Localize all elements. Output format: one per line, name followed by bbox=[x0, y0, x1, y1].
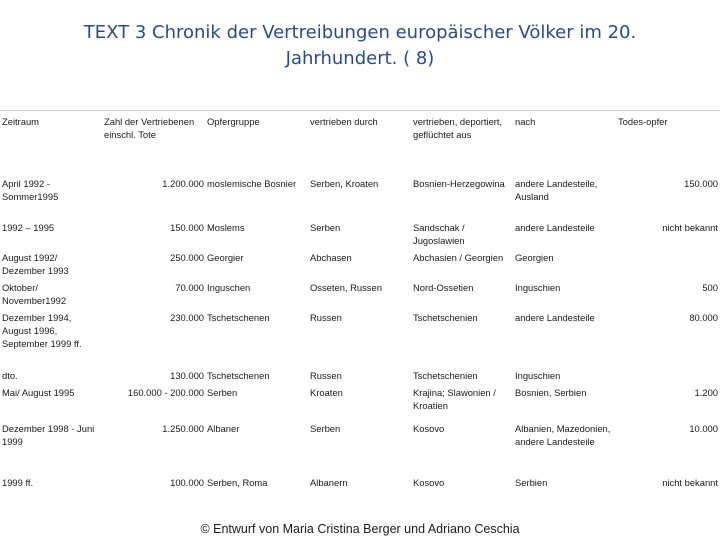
header-group: Opfergruppe bbox=[205, 111, 308, 174]
cell-deaths: 500 bbox=[702, 282, 718, 293]
cell-deaths: 80.000 bbox=[689, 312, 718, 323]
header-from: vertrieben, deportiert, geflüchtet aus bbox=[411, 111, 513, 174]
cell-by: Serben bbox=[310, 222, 341, 233]
cell-by: Russen bbox=[310, 370, 342, 381]
cell-group: Albaner bbox=[207, 423, 240, 434]
title-line-2: Jahrhundert. ( 8) bbox=[285, 48, 435, 69]
cell-to: Inguschien bbox=[515, 370, 561, 381]
cell-period: Dezember 1998 - Juni 1999 bbox=[2, 423, 95, 447]
cell-by: Albanern bbox=[310, 477, 348, 488]
cell-period: 1999 ff. bbox=[2, 477, 34, 488]
cell-by: Osseten, Russen bbox=[310, 282, 382, 293]
cell-to: andere Landesteile, Ausland bbox=[515, 178, 598, 202]
cell-from: Nord-Ossetien bbox=[413, 282, 474, 293]
header-to: nach bbox=[513, 111, 616, 174]
cell-deaths bbox=[616, 247, 720, 277]
header-count: Zahl der Vertriebenen einschl. Tote bbox=[102, 111, 205, 174]
cell-count: 250.000 bbox=[170, 252, 204, 263]
cell-from: Bosnien-Herzegowina bbox=[413, 178, 505, 189]
cell-count: 1.200.000 bbox=[162, 178, 204, 189]
cell-count: 160.000 - 200.000 bbox=[127, 387, 204, 398]
cell-period: dto. bbox=[2, 370, 18, 381]
cell-period: Oktober/ November1992 bbox=[2, 282, 67, 306]
header-period: Zeitraum bbox=[0, 111, 102, 174]
cell-count: 100.000 bbox=[170, 477, 204, 488]
cell-to: Georgien bbox=[515, 252, 554, 263]
cell-count: 130.000 bbox=[170, 370, 204, 381]
cell-period: Dezember 1994, August 1996, September 1999 ff. bbox=[2, 312, 82, 349]
title-line-1: TEXT 3 Chronik der Vertreibungen europäischer Völker im 20. bbox=[83, 22, 637, 43]
table-row bbox=[0, 277, 720, 307]
cell-to: Albanien, Mazedonien, andere Landesteile bbox=[515, 423, 611, 447]
cell-period: August 1992/ Dezember 1993 bbox=[2, 252, 69, 276]
header-by: vertrieben durch bbox=[308, 111, 411, 174]
cell-group: Tschetschenen bbox=[207, 312, 270, 323]
table-row bbox=[0, 307, 720, 365]
table-row bbox=[0, 217, 720, 247]
cell-group: Inguschen bbox=[207, 282, 251, 293]
table-row bbox=[0, 418, 720, 472]
cell-deaths: 10.000 bbox=[689, 423, 718, 434]
cell-by: Russen bbox=[310, 312, 342, 323]
cell-count: 150.000 bbox=[170, 222, 204, 233]
cell-count: 70.000 bbox=[175, 282, 204, 293]
table-row bbox=[0, 365, 720, 382]
cell-to: Inguschien bbox=[515, 282, 561, 293]
cell-from: Kosovo bbox=[413, 477, 445, 488]
cell-from: Tschetschenien bbox=[413, 312, 478, 323]
cell-deaths: 1.200 bbox=[694, 387, 718, 398]
cell-group: Serben, Roma bbox=[207, 477, 268, 488]
cell-from: Krajina; Slawonien / Kroatien bbox=[413, 387, 496, 411]
copyright-footer: © Entwurf von Maria Cristina Berger und Adriano Ceschia bbox=[200, 522, 520, 536]
cell-from: Abchasien / Georgien bbox=[413, 252, 504, 263]
cell-count: 230.000 bbox=[170, 312, 204, 323]
table-row bbox=[0, 173, 720, 217]
cell-from: Sandschak / Jugoslawien bbox=[413, 222, 465, 246]
cell-group: Georgier bbox=[207, 252, 244, 263]
cell-to: andere Landesteile bbox=[515, 222, 595, 233]
table-row bbox=[0, 472, 720, 512]
cell-by: Abchasen bbox=[310, 252, 352, 263]
cell-group: moslemische Bosnier bbox=[207, 178, 297, 189]
cell-group: Tschetschenen bbox=[207, 370, 270, 381]
table-row bbox=[0, 382, 720, 418]
cell-from: Tschetschenien bbox=[413, 370, 478, 381]
page-title bbox=[40, 20, 680, 72]
cell-deaths: nicht bekannt bbox=[662, 477, 718, 488]
header-deaths: Todes-opfer bbox=[616, 111, 720, 174]
cell-period: April 1992 - Sommer1995 bbox=[2, 178, 59, 202]
cell-period: Mai/ August 1995 bbox=[2, 387, 75, 398]
cell-period: 1992 – 1995 bbox=[2, 222, 55, 233]
cell-deaths: nicht bekannt bbox=[662, 222, 718, 233]
cell-by: Serben, Kroaten bbox=[310, 178, 379, 189]
cell-by: Kroaten bbox=[310, 387, 343, 398]
cell-group: Moslems bbox=[207, 222, 245, 233]
cell-group: Serben bbox=[207, 387, 238, 398]
cell-to: Bosnien, Serbien bbox=[515, 387, 587, 398]
cell-to: andere Landesteile bbox=[515, 312, 595, 323]
cell-from: Kosovo bbox=[413, 423, 445, 434]
cell-deaths bbox=[616, 365, 720, 382]
cell-to: Serbien bbox=[515, 477, 548, 488]
cell-count: 1.250.000 bbox=[162, 423, 204, 434]
cell-deaths: 150.000 bbox=[684, 178, 718, 189]
cell-by: Serben bbox=[310, 423, 341, 434]
expulsion-table bbox=[0, 110, 720, 512]
table-row bbox=[0, 247, 720, 277]
table-header-row bbox=[0, 111, 720, 174]
